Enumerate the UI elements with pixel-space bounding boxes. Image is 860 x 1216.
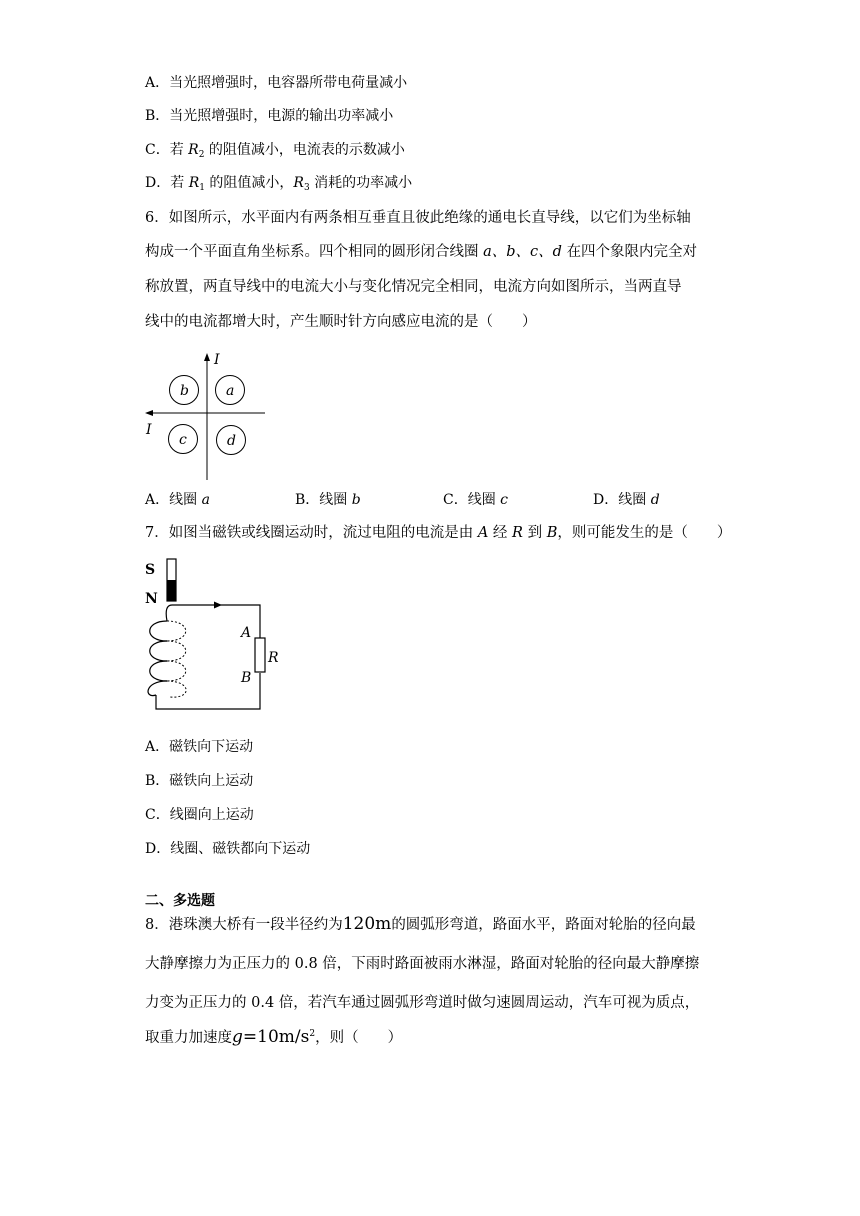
q6-stem-line3: 称放置，两直导线中的电流大小与变化情况完全相同，电流方向如图所示，当两直导 <box>145 279 682 295</box>
q6-stem-line2: 构成一个平面直角坐标系。四个相同的圆形闭合线圈 a、b、c、d 在四个象限内完全对 <box>145 244 698 260</box>
q6-stem-line1: 6．如图所示，水平面内有两条相互垂直且彼此绝缘的通电长直导线，以它们为坐标轴 <box>145 210 691 226</box>
q7-option-b: B．磁铁向上运动 <box>145 773 254 789</box>
q5-option-a: A．当光照增强时，电容器所带电荷量减小 <box>145 75 408 91</box>
q7-option-a: A．磁铁向下运动 <box>145 739 254 755</box>
q6-stem-line4: 线中的电流都增大时，产生顺时针方向感应电流的是（ ） <box>145 314 537 330</box>
q7-magnet-coil-figure <box>140 555 290 715</box>
q8-stem-line2: 大静摩擦力为正压力的 0.8 倍，下雨时路面被雨水淋湿，路面对轮胎的径向最大静摩擦 <box>145 956 700 972</box>
q6-option-c: C．线圈 c <box>443 492 509 508</box>
q7-stem: 7．如图当磁铁或线圈运动时，流过电阻的电流是由 A 经 R 到 B，则可能发生的是（ ） <box>145 525 732 541</box>
q6-coordinate-figure <box>140 350 275 485</box>
section-title-multiple-choice: 二、多选题 <box>145 893 215 909</box>
q7-option-d: D．线圈、磁铁都向下运动 <box>145 841 311 857</box>
q6-option-a: A．线圈 a <box>145 492 210 508</box>
q6-current-label-vertical: I <box>214 352 220 368</box>
q7-point-b-label: B <box>241 670 252 686</box>
q8-stem-line4: 取重力加速度$g=10m/s^2$，则（ ） <box>145 1026 403 1047</box>
q7-option-c: C．线圈向上运动 <box>145 807 254 823</box>
q7-resistor-r-label: R <box>268 650 279 666</box>
q7-point-a-label: A <box>241 625 252 641</box>
q6-option-d: D．线圈 d <box>593 492 660 508</box>
q6-coil-a-label: a <box>226 383 235 399</box>
q6-coil-d-label: d <box>227 433 236 449</box>
q6-coil-c-label: c <box>179 432 187 448</box>
q7-magnet-s-label: S <box>145 562 156 578</box>
q6-current-label-horizontal: I <box>146 422 152 438</box>
q8-stem-line1: 8．港珠澳大桥有一段半径约为120m的圆弧形弯道，路面水平，路面对轮胎的径向最 <box>145 914 696 934</box>
q5-option-d: D．若 $R_1$ 的阻值减小，$R_3$ 消耗的功率减小 <box>145 175 413 193</box>
q8-stem-line3: 力变为正压力的 0.4 倍，若汽车通过圆弧形弯道时做匀速圆周运动，汽车可视为质点， <box>145 995 700 1011</box>
q7-magnet-n-label: N <box>145 591 158 607</box>
q5-option-c: C．若 $R_2$ 的阻值减小，电流表的示数减小 <box>145 142 405 160</box>
q6-option-b: B．线圈 b <box>295 492 361 508</box>
q5-option-b: B．当光照增强时，电源的输出功率减小 <box>145 108 394 124</box>
q6-coil-b-label: b <box>180 383 189 399</box>
